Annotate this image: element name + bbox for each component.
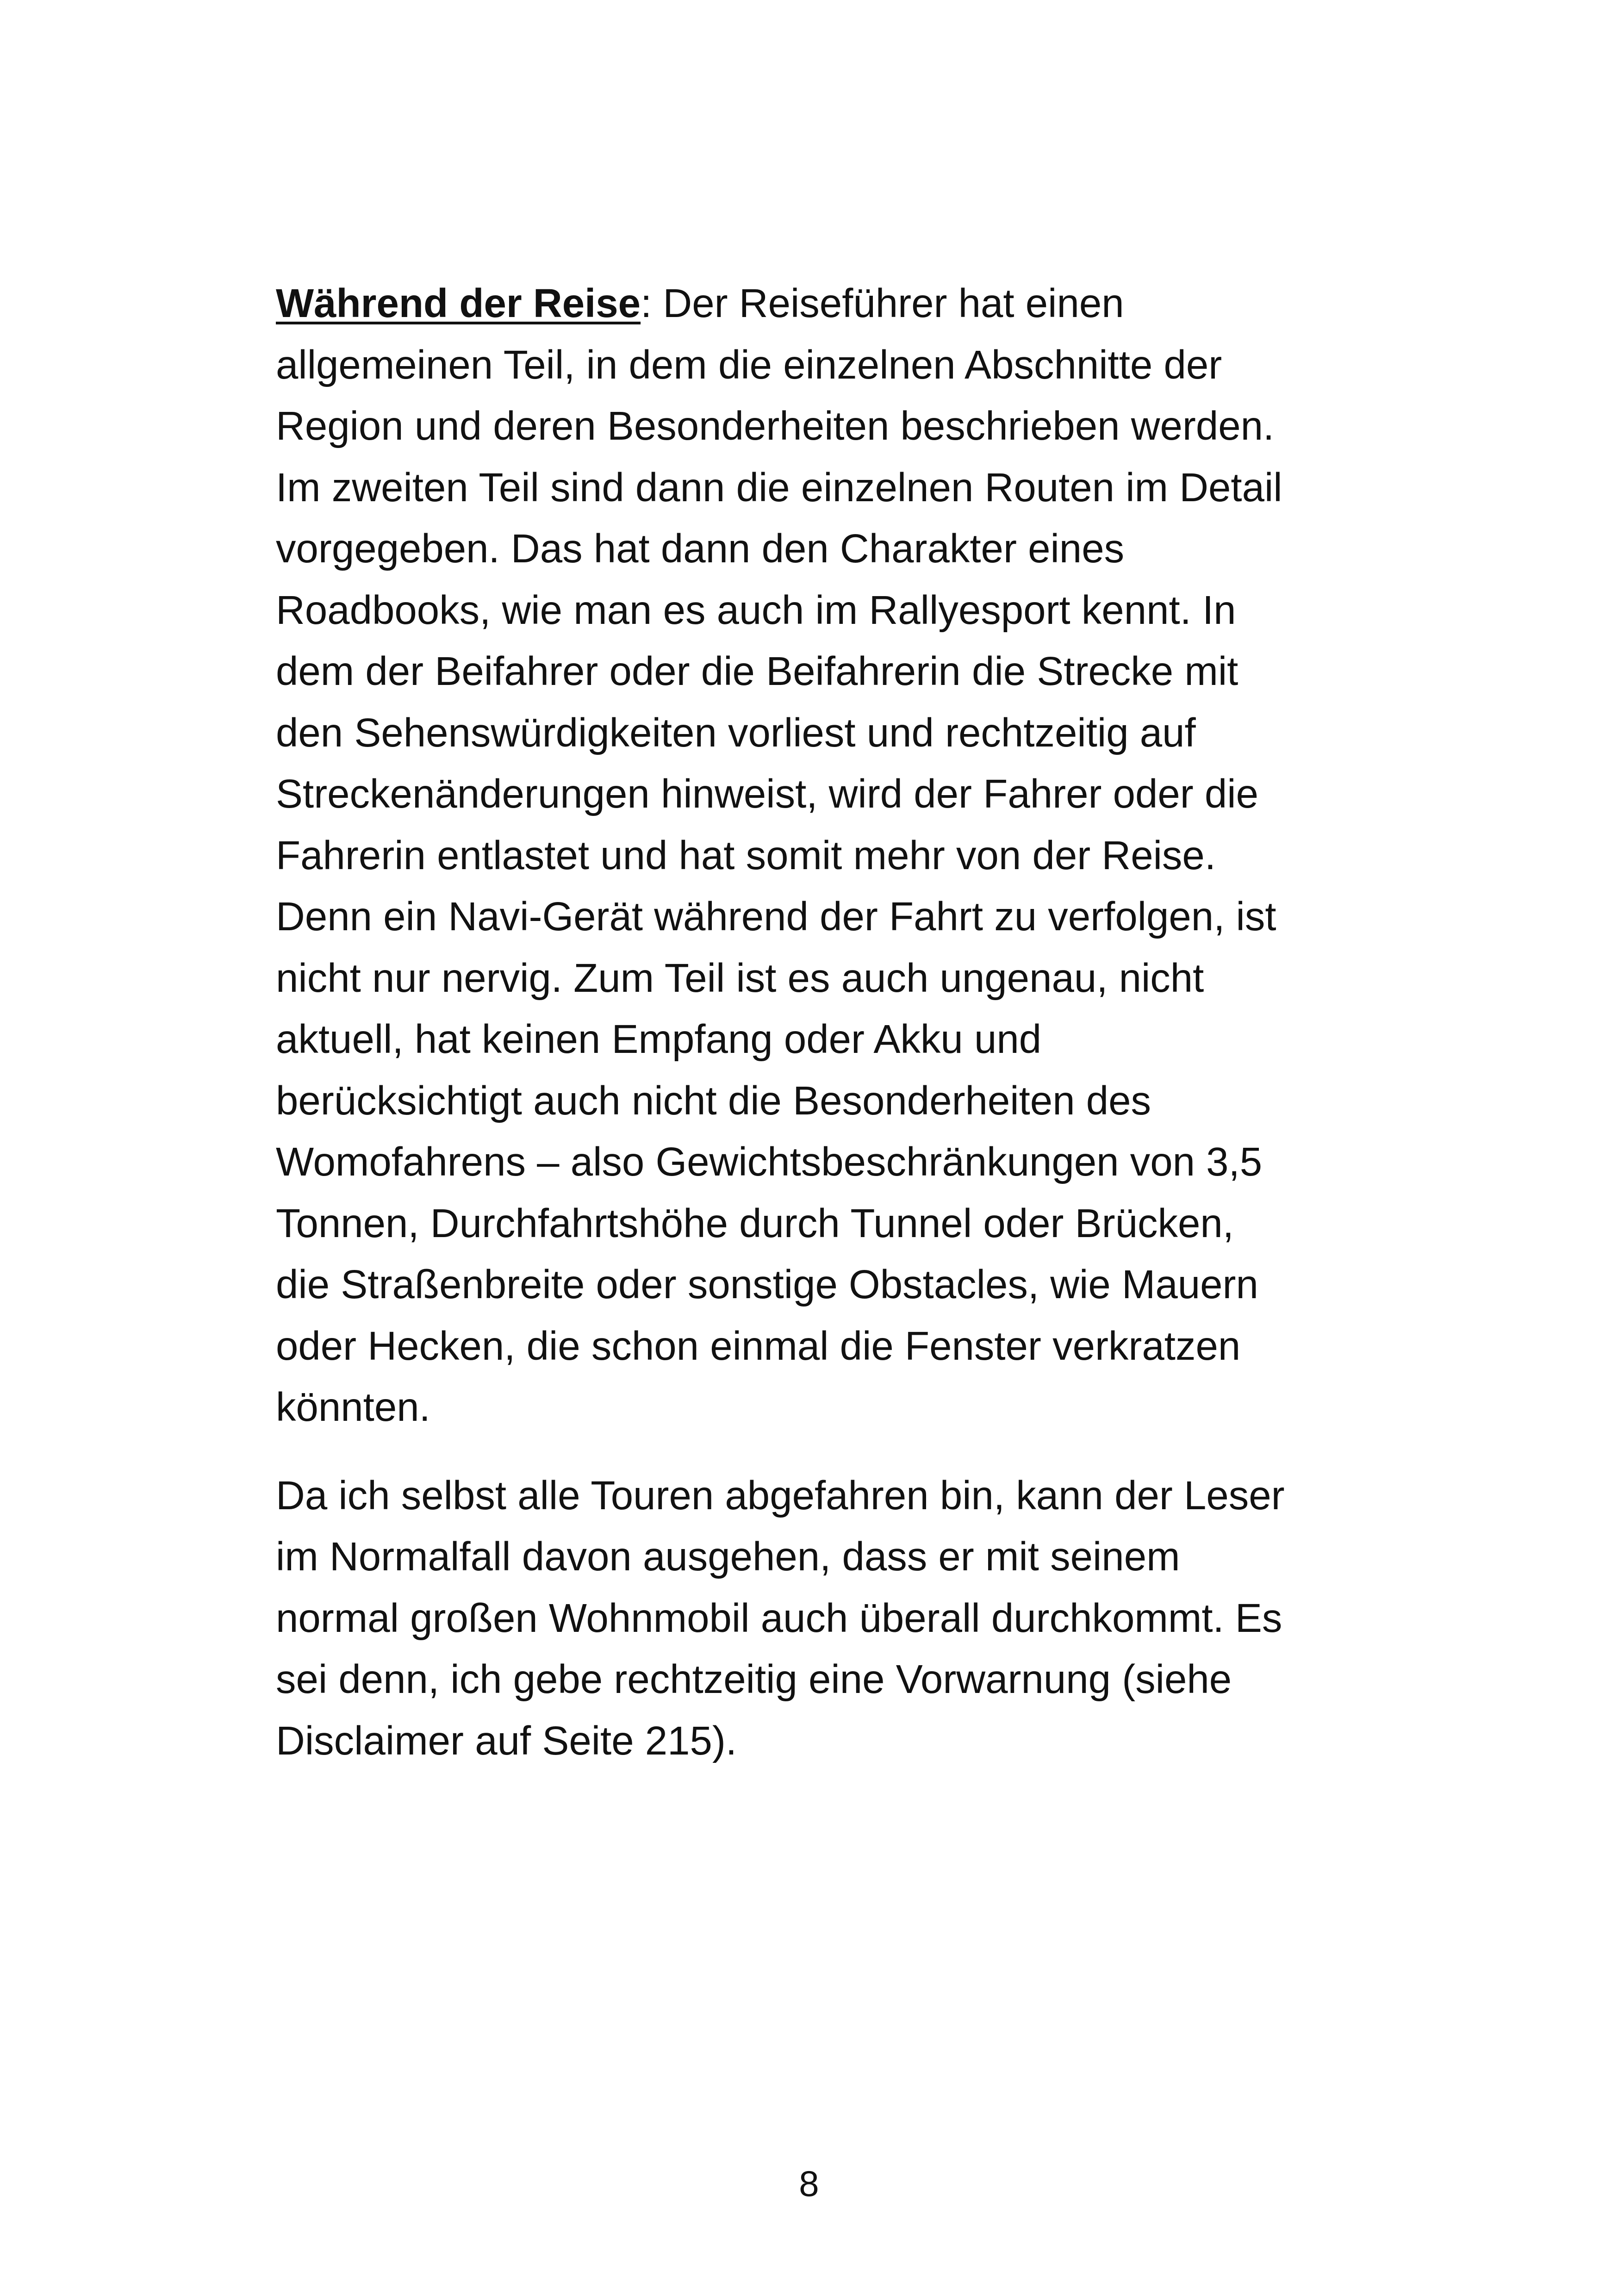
text-line: allgemeinen Teil, in dem die einzelnen Abschnitte der [276,342,1222,387]
text-line: sei denn, ich gebe rechtzeitig eine Vorwarnung (siehe [276,1657,1232,1702]
text-line: vorgegeben. Das hat dann den Charakter eines [276,526,1125,571]
text-line: aktuell, hat keinen Empfang oder Akku und [276,1017,1042,1062]
text-line: oder Hecken, die schon einmal die Fenster verkratzen [276,1323,1241,1369]
text-line: dem der Beifahrer oder die Beifahrerin die Strecke mit [276,649,1238,694]
text-line: Fahrerin entlastet und hat somit mehr von der Reise. [276,833,1216,878]
page-number: 8 [799,2163,819,2204]
section-term: Während der Reise [276,281,641,326]
text-line: Tonnen, Durchfahrtshöhe durch Tunnel oder Brücken, [276,1201,1234,1246]
text-line: den Sehenswürdigkeiten vorliest und rechtzeitig auf [276,710,1196,755]
text-line: nicht nur nervig. Zum Teil ist es auch ungenau, nicht [276,955,1204,1001]
text-line: Disclaimer auf Seite 215). [276,1718,737,1763]
paragraph-spacer [276,1438,1368,1465]
text-line [276,273,1368,335]
paragraph-tours-driven [276,1465,1368,1772]
text-line: die Straßenbreite oder sonstige Obstacles, wie Mauern [276,1262,1258,1307]
text-line: Womofahrens – also Gewichtsbeschränkungen von 3,5 [276,1139,1263,1184]
text-line: im Normalfall davon ausgehen, dass er mit seinem [276,1534,1180,1579]
paragraph-during-trip [276,273,1368,1438]
page-content [276,273,1368,1772]
text-line: Streckenänderungen hinweist, wird der Fahrer oder die [276,772,1259,816]
text-line: Da ich selbst alle Touren abgefahren bin, kann der Leser [276,1473,1285,1518]
text-line: normal großen Wohnmobil auch überall durchkommt. Es [276,1595,1282,1641]
text-line-rest: : Der Reiseführer hat einen [641,281,1124,326]
text-line: Im zweiten Teil sind dann die einzelnen Routen im Detail [276,465,1282,510]
text-line: Denn ein Navi-Gerät während der Fahrt zu verfolgen, ist [276,894,1276,939]
text-line: Region und deren Besonderheiten beschrieben werden. [276,404,1275,448]
text-line: Roadbooks, wie man es auch im Rallyesport kennt. In [276,587,1236,633]
text-line: könnten. [276,1385,430,1430]
text-line: berücksichtigt auch nicht die Besonderheiten des [276,1078,1151,1123]
